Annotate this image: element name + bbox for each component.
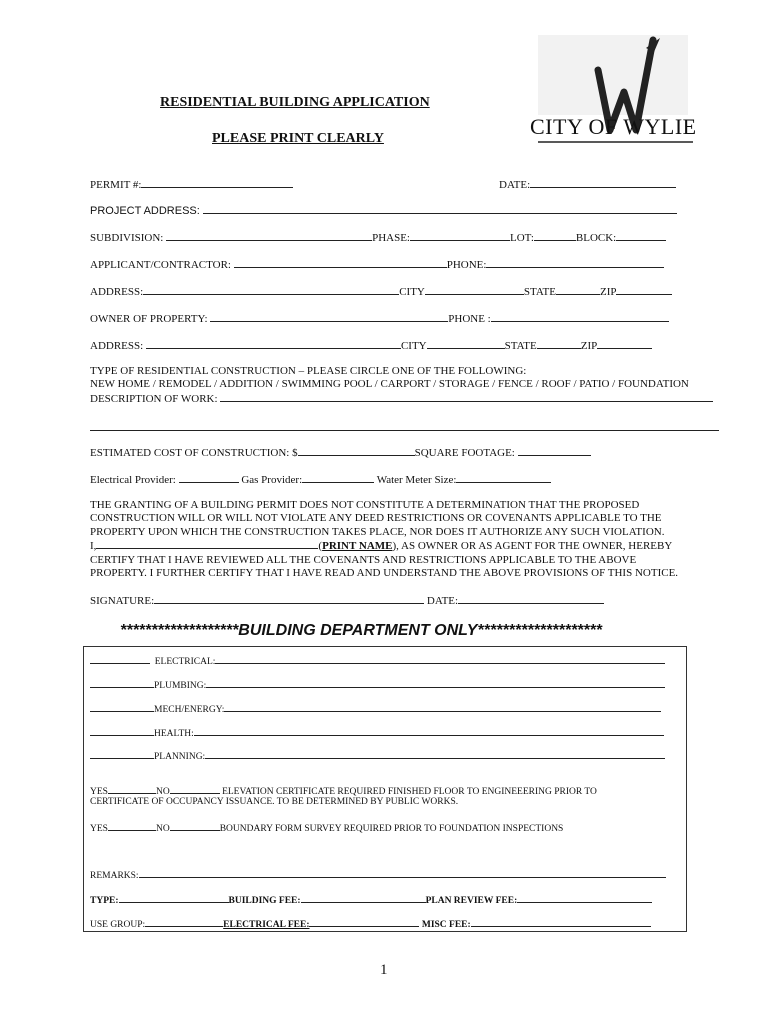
- type-label: TYPE:: [90, 896, 119, 906]
- phone-label: PHONE:: [446, 259, 487, 271]
- phone-field[interactable]: [486, 258, 664, 268]
- elevation-yes-field[interactable]: [108, 784, 156, 794]
- address-field-2[interactable]: [146, 339, 401, 349]
- notice-line-6: PROPERTY. I FURTHER CERTIFY THAT I HAVE READ AND UNDERSTAND THE ABOVE PROVISIONS OF THIS NOTICE.: [90, 567, 679, 580]
- address-row-2: [90, 339, 652, 352]
- date-field[interactable]: [530, 178, 676, 188]
- city-field-2[interactable]: [427, 339, 505, 349]
- city-logo: [528, 30, 698, 160]
- zip-label-1: ZIP: [599, 286, 617, 298]
- elevation-no-label: NO: [155, 787, 170, 797]
- boundary-no-label: NO: [155, 824, 170, 834]
- elevation-yes-label: YES: [90, 787, 108, 797]
- misc-fee-field[interactable]: [471, 917, 651, 927]
- estimated-cost-field[interactable]: [298, 446, 415, 456]
- notice-line-2: CONSTRUCTION WILL OR WILL NOT VIOLATE ANY DEED RESTRICTIONS OR COVENANTS APPLICABLE TO THE: [90, 512, 662, 525]
- notice-line-4: I, (PRINT NAME), AS OWNER OR AS AGENT FOR THE OWNER, HEREBY: [90, 540, 673, 553]
- square-footage-label: SQUARE FOOTAGE:: [414, 447, 515, 459]
- dept-health-label: HEALTH:: [154, 729, 194, 739]
- electrical-fee-label: ELECTRICAL FEE:: [223, 920, 310, 930]
- project-address-label: PROJECT ADDRESS:: [90, 205, 200, 217]
- signature-date-field[interactable]: [458, 594, 604, 604]
- dept-electrical-label: ELECTRICAL:: [154, 657, 216, 667]
- address-row-1: [90, 285, 672, 298]
- notice-line-1: THE GRANTING OF A BUILDING PERMIT DOES NOT CONSTITUTE A DETERMINATION THAT THE PROPOSED: [90, 499, 640, 511]
- dept-health-check[interactable]: [90, 726, 154, 736]
- dept-plumbing-field[interactable]: [206, 678, 665, 688]
- address-label-2: ADDRESS:: [90, 340, 144, 352]
- notice-i: I,: [90, 540, 97, 553]
- dept-planning-check[interactable]: [90, 749, 154, 759]
- dept-mech-label: MECH/ENERGY:: [154, 705, 225, 715]
- zip-label-2: ZIP: [580, 340, 598, 352]
- subdivision-row: [90, 231, 666, 244]
- dept-planning-field[interactable]: [205, 749, 665, 759]
- state-field-1[interactable]: [556, 285, 600, 295]
- boundary-no-field[interactable]: [170, 821, 220, 831]
- print-name-label: PRINT NAME: [322, 540, 393, 553]
- use-group-label: USE GROUP:: [90, 920, 146, 930]
- page-title: RESIDENTIAL BUILDING APPLICATION: [160, 95, 430, 110]
- building-department-heading: *******************BUILDING DEPARTMENT ONLY********************: [120, 622, 602, 639]
- description-line-2[interactable]: [90, 430, 719, 431]
- water-meter-label: Water Meter Size:: [376, 474, 457, 486]
- block-field[interactable]: [616, 231, 666, 241]
- permit-field[interactable]: [141, 178, 293, 188]
- use-group-field[interactable]: [145, 917, 223, 927]
- print-name-field[interactable]: [96, 539, 318, 549]
- description-row: [90, 392, 713, 405]
- boundary-text: BOUNDARY FORM SURVEY REQUIRED PRIOR TO FOUNDATION INSPECTIONS: [219, 824, 564, 834]
- zip-field-2[interactable]: [597, 339, 652, 349]
- owner-label: OWNER OF PROPERTY:: [90, 313, 208, 325]
- plan-review-fee-field[interactable]: [517, 893, 652, 903]
- signature-row: [90, 594, 604, 607]
- elevation-row: [90, 784, 597, 797]
- subdivision-field[interactable]: [166, 231, 372, 241]
- dept-planning-row: [90, 749, 665, 762]
- dept-plumbing-check[interactable]: [90, 678, 154, 688]
- permit-label: PERMIT #:: [90, 179, 142, 191]
- logo-w-mark: [528, 30, 698, 160]
- elevation-no-field[interactable]: [170, 784, 220, 794]
- address-field-1[interactable]: [143, 285, 399, 295]
- building-fee-field[interactable]: [301, 893, 426, 903]
- dept-mech-field[interactable]: [224, 702, 661, 712]
- description-label: DESCRIPTION OF WORK:: [90, 393, 218, 405]
- plan-review-fee-label: PLAN REVIEW FEE:: [425, 896, 518, 906]
- block-label: BLOCK:: [575, 232, 617, 244]
- page-subtitle: PLEASE PRINT CLEARLY: [212, 131, 384, 146]
- subdivision-label: SUBDIVISION:: [90, 232, 164, 244]
- owner-field[interactable]: [210, 312, 448, 322]
- state-field-2[interactable]: [537, 339, 581, 349]
- notice-block: [90, 499, 678, 580]
- dept-electrical-field[interactable]: [215, 654, 665, 664]
- gas-provider-field[interactable]: [302, 473, 374, 483]
- square-footage-field[interactable]: [518, 446, 591, 456]
- address-label-1: ADDRESS:: [90, 286, 144, 298]
- lot-field[interactable]: [534, 231, 576, 241]
- project-address-row: [90, 204, 677, 217]
- applicant-row: [90, 258, 664, 271]
- type-field[interactable]: [119, 893, 229, 903]
- phone2-field[interactable]: [491, 312, 669, 322]
- construction-type-heading: TYPE OF RESIDENTIAL CONSTRUCTION – PLEASE CIRCLE ONE OF THE FOLLOWING:: [90, 365, 527, 377]
- estimated-cost-label: ESTIMATED COST OF CONSTRUCTION: $: [90, 447, 298, 459]
- electrical-provider-field[interactable]: [179, 473, 239, 483]
- electrical-fee-field[interactable]: [309, 917, 419, 927]
- cost-row: [90, 446, 591, 459]
- notice-line-4-suffix: ), AS OWNER OR AS AGENT FOR THE OWNER, HEREBY: [392, 540, 673, 553]
- dept-plumbing-row: [90, 678, 665, 691]
- page-number: 1: [380, 962, 388, 978]
- water-meter-field[interactable]: [456, 473, 551, 483]
- boundary-yes-label: YES: [90, 824, 108, 834]
- remarks-label: REMARKS:: [90, 871, 139, 881]
- lot-label: LOT:: [510, 232, 534, 244]
- city-label-1: CITY: [399, 286, 425, 298]
- building-fee-label: BUILDING FEE:: [228, 896, 301, 906]
- date-label: DATE:: [499, 179, 531, 191]
- dept-mech-check[interactable]: [90, 702, 154, 712]
- state-label-1: STATE: [523, 286, 556, 298]
- elevation-text-1: ELEVATION CERTIFICATE REQUIRED FINISHED FLOOR TO ENGINEEERING PRIOR TO: [222, 787, 597, 797]
- owner-row: [90, 312, 669, 325]
- permit-row: [90, 178, 293, 191]
- date-row: [499, 178, 676, 191]
- zip-field-1[interactable]: [616, 285, 672, 295]
- phase-label: PHASE:: [372, 232, 410, 244]
- signature-label: SIGNATURE:: [90, 595, 155, 607]
- remarks-row: [90, 868, 666, 881]
- fees-row-2: [90, 917, 651, 930]
- project-address-field[interactable]: [203, 204, 677, 214]
- phone2-label: PHONE :: [448, 313, 491, 325]
- signature-field[interactable]: [154, 594, 424, 604]
- phase-field[interactable]: [410, 231, 510, 241]
- notice-line-5: CERTIFY THAT I HAVE REVIEWED ALL THE COVENANTS AND RESTRICTIONS APPLICABLE TO THE ABOVE: [90, 553, 637, 566]
- applicant-field[interactable]: [234, 258, 447, 268]
- logo-text: CITY OF WYLIE: [530, 114, 697, 139]
- boundary-yes-field[interactable]: [108, 821, 156, 831]
- boundary-row: [90, 821, 563, 834]
- dept-electrical-check[interactable]: [90, 654, 150, 664]
- dept-plumbing-label: PLUMBING:: [154, 681, 207, 691]
- signature-date-label: DATE:: [426, 595, 459, 607]
- dept-electrical-row: [90, 654, 665, 667]
- notice-line-3: PROPERTY UPON WHICH THE CONSTRUCTION TAKES PLACE, NOR DOES IT AUTHORIZE ANY SUCH VIOLATION.: [90, 525, 665, 538]
- electrical-provider-label: Electrical Provider:: [90, 474, 176, 486]
- applicant-label: APPLICANT/CONTRACTOR:: [90, 259, 231, 271]
- elevation-text-2: CERTIFICATE OF OCCUPANCY ISSUANCE. TO BE DETERMINED BY PUBLIC WORKS.: [90, 797, 459, 807]
- state-label-2: STATE: [504, 340, 537, 352]
- dept-health-field[interactable]: [194, 726, 664, 736]
- fees-row-1: [90, 893, 652, 906]
- dept-mech-row: [90, 702, 661, 715]
- city-label-2: CITY: [400, 340, 427, 352]
- description-field[interactable]: [220, 392, 713, 402]
- misc-fee-label: MISC FEE:: [421, 920, 471, 930]
- dept-health-row: [90, 726, 664, 739]
- gas-provider-label: Gas Provider:: [241, 474, 303, 486]
- dept-planning-label: PLANNING:: [154, 752, 206, 762]
- remarks-field[interactable]: [139, 868, 666, 878]
- construction-type-options[interactable]: NEW HOME / REMODEL / ADDITION / SWIMMING POOL / CARPORT / STORAGE / FENCE / ROOF / PATIO / FOUNDATION: [90, 378, 689, 390]
- city-field-1[interactable]: [425, 285, 524, 295]
- utilities-row: [90, 473, 551, 486]
